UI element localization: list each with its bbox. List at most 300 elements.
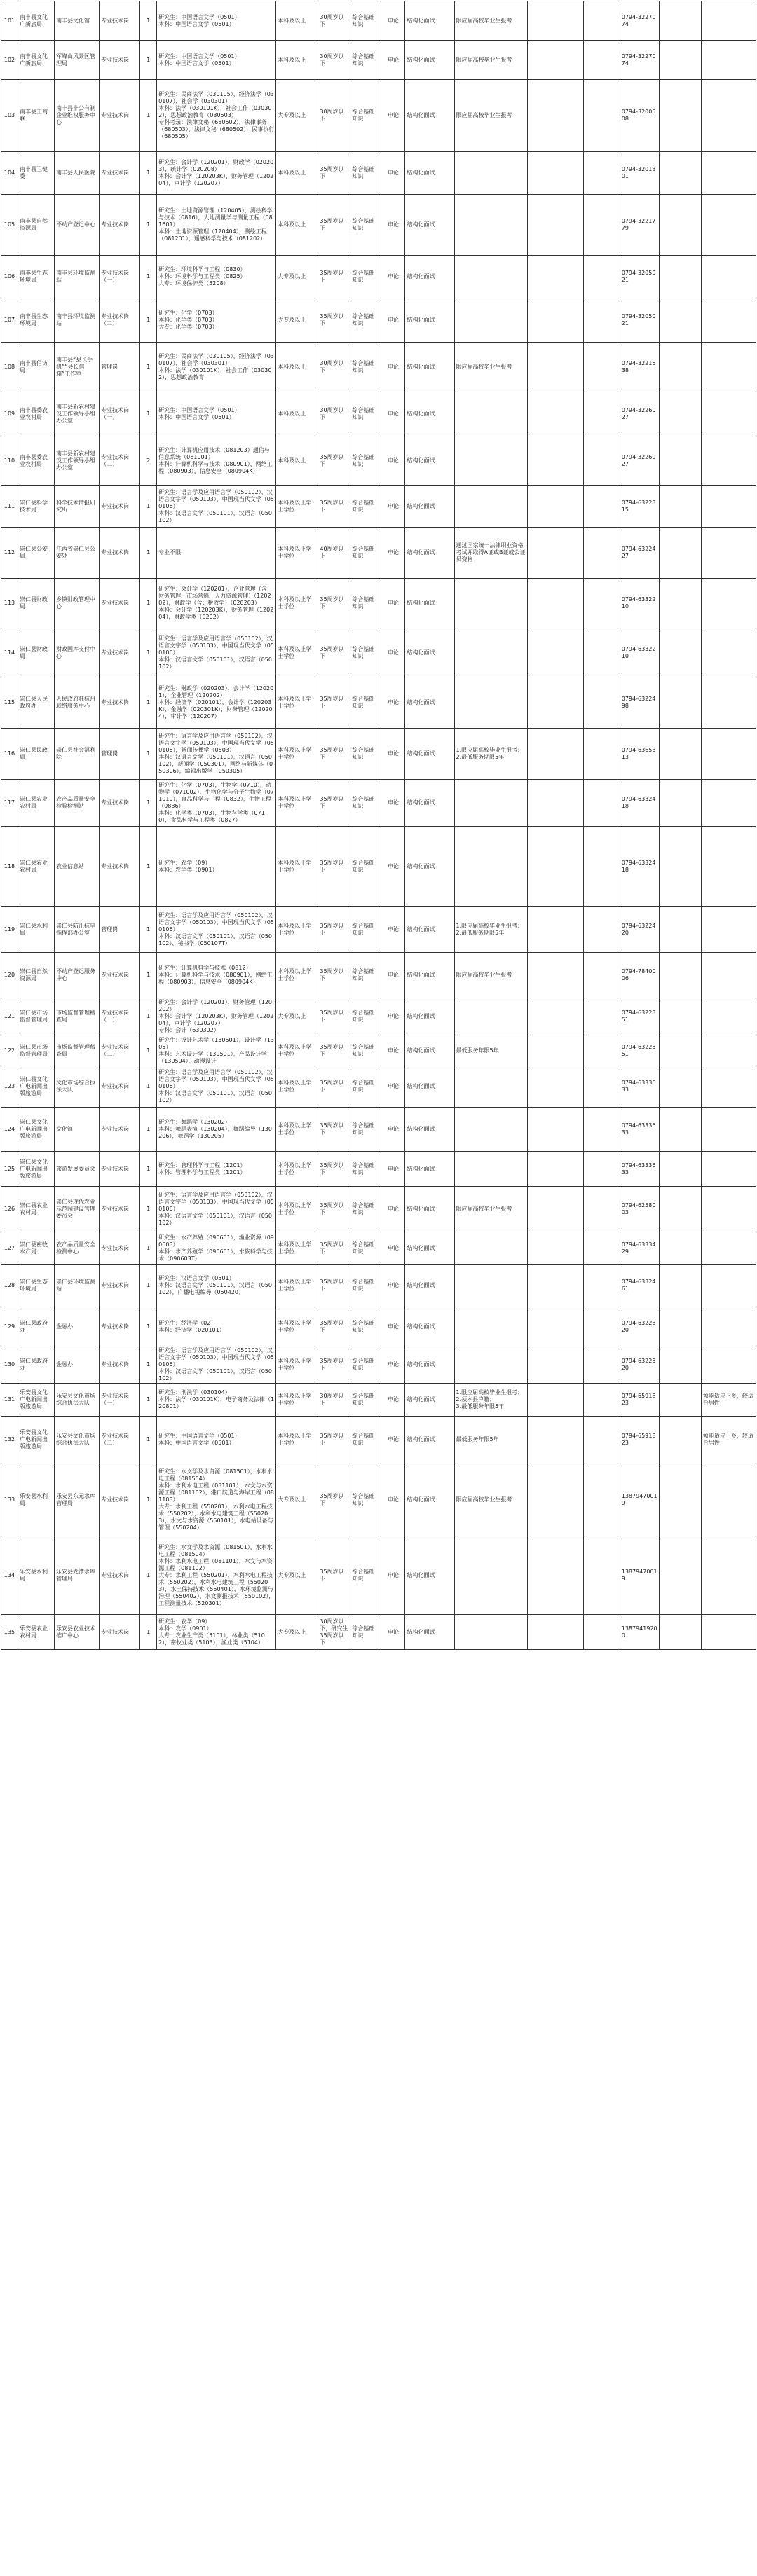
cell-conditions	[454, 1232, 527, 1265]
table-row	[1, 152, 756, 195]
cell-blank	[659, 1463, 701, 1536]
cell-interview: 结构化面试	[405, 1346, 454, 1384]
cell-num: 1	[140, 998, 157, 1035]
cell-type: 申论	[381, 256, 405, 298]
cell-num: 1	[140, 1346, 157, 1384]
cell-blank	[583, 780, 620, 827]
cell-exam: 综合基础知识	[350, 579, 381, 628]
cell-interview: 结构化面试	[405, 1066, 454, 1108]
cell-unit: 军峰山风景区管理局	[55, 41, 100, 80]
cell-num: 1	[140, 729, 157, 780]
table-row	[1, 392, 756, 436]
cell-exam: 综合基础知识	[350, 528, 381, 579]
cell-type: 申论	[381, 1108, 405, 1152]
cell-note	[701, 1108, 756, 1152]
cell-age: 35周岁以下	[318, 780, 350, 827]
cell-edu: 本科及以上	[276, 195, 318, 256]
cell-type: 申论	[381, 729, 405, 780]
cell-edu: 大专及以上	[276, 1536, 318, 1615]
cell-blank	[527, 195, 583, 256]
cell-phone: 0794-7840006	[620, 953, 659, 998]
recruitment-table	[1, 1, 756, 1650]
cell-num: 1	[140, 1417, 157, 1463]
cell-type: 申论	[381, 195, 405, 256]
cell-age: 30周岁以下	[318, 80, 350, 152]
cell-blank	[659, 827, 701, 907]
cell-interview: 结构化面试	[405, 1035, 454, 1066]
cell-note	[701, 1, 756, 41]
cell-no: 109	[1, 392, 18, 436]
cell-no: 111	[1, 486, 18, 528]
cell-major: 研究生：农学（09） 本科：农学类（0901）	[157, 827, 276, 907]
cell-edu: 本科及以上学士学位	[276, 1384, 318, 1417]
cell-edu: 本科及以上学士学位	[276, 1066, 318, 1108]
cell-county: 崇仁县人民政府办	[18, 677, 55, 729]
cell-edu: 本科及以上学士学位	[276, 780, 318, 827]
cell-num: 1	[140, 486, 157, 528]
cell-blank	[583, 436, 620, 486]
cell-county: 崇仁县财政局	[18, 579, 55, 628]
cell-num: 1	[140, 780, 157, 827]
cell-age: 35周岁以下	[318, 907, 350, 953]
table-row	[1, 486, 756, 528]
cell-age: 35周岁以下	[318, 1035, 350, 1066]
cell-note	[701, 436, 756, 486]
cell-age: 35周岁以下	[318, 1463, 350, 1536]
cell-note	[701, 780, 756, 827]
cell-post: 专业技术岗（二）	[100, 436, 140, 486]
cell-exam: 综合基础知识	[350, 298, 381, 343]
cell-exam: 综合基础知识	[350, 953, 381, 998]
cell-post: 专业技术岗	[100, 677, 140, 729]
cell-county: 崇仁县文化广电新闻出版旅游局	[18, 1152, 55, 1187]
cell-type: 申论	[381, 1232, 405, 1265]
cell-blank	[527, 729, 583, 780]
cell-edu: 大专及以上	[276, 998, 318, 1035]
cell-unit: 江西省崇仁县公安处	[55, 528, 100, 579]
table-row	[1, 1384, 756, 1417]
cell-no: 101	[1, 1, 18, 41]
cell-phone: 0794-3227074	[620, 1, 659, 41]
cell-unit: 乐安县农业技术推广中心	[55, 1615, 100, 1650]
cell-county: 崇仁县市场监督管理局	[18, 998, 55, 1035]
cell-county: 乐安县文化广电新闻出版旅游局	[18, 1384, 55, 1417]
cell-blank	[659, 953, 701, 998]
cell-phone: 0794-6332210	[620, 628, 659, 677]
cell-unit: 农业信息站	[55, 827, 100, 907]
cell-edu: 本科及以上	[276, 436, 318, 486]
cell-exam: 综合基础知识	[350, 1536, 381, 1615]
table-row	[1, 628, 756, 677]
cell-type: 申论	[381, 1035, 405, 1066]
cell-phone: 13879470019	[620, 1536, 659, 1615]
cell-blank	[583, 729, 620, 780]
cell-phone: 0794-6258003	[620, 1187, 659, 1232]
cell-blank	[583, 827, 620, 907]
cell-blank	[527, 579, 583, 628]
cell-unit: 南丰县文化馆	[55, 1, 100, 41]
cell-exam: 综合基础知识	[350, 1384, 381, 1417]
cell-major: 研究生：经济学（02） 本科：经济学（020101）	[157, 1307, 276, 1346]
cell-blank	[527, 1035, 583, 1066]
cell-no: 113	[1, 579, 18, 628]
cell-unit: 文化馆	[55, 1108, 100, 1152]
cell-note	[701, 907, 756, 953]
table-row	[1, 907, 756, 953]
cell-age: 30周岁以下	[318, 392, 350, 436]
cell-type: 申论	[381, 1384, 405, 1417]
cell-county: 崇仁县文化广电新闻出版旅游局	[18, 1066, 55, 1108]
cell-blank	[527, 1108, 583, 1152]
cell-conditions	[454, 780, 527, 827]
cell-phone: 0794-6333633	[620, 1066, 659, 1108]
cell-exam: 综合基础知识	[350, 1615, 381, 1650]
table-row	[1, 827, 756, 907]
cell-conditions	[454, 436, 527, 486]
cell-phone: 0794-3205021	[620, 256, 659, 298]
cell-unit: 崇仁县社会福利院	[55, 729, 100, 780]
cell-edu: 本科及以上学士学位	[276, 1035, 318, 1066]
cell-county: 南丰县委农业农村局	[18, 436, 55, 486]
cell-age: 35周岁以下	[318, 677, 350, 729]
cell-blank	[527, 1346, 583, 1384]
cell-type: 申论	[381, 780, 405, 827]
cell-no: 106	[1, 256, 18, 298]
cell-age: 30周岁以下	[318, 1384, 350, 1417]
cell-blank	[659, 1384, 701, 1417]
cell-blank	[583, 1035, 620, 1066]
cell-type: 申论	[381, 343, 405, 392]
cell-blank	[583, 195, 620, 256]
cell-exam: 综合基础知识	[350, 1035, 381, 1066]
cell-county: 南丰县委农业农村局	[18, 392, 55, 436]
cell-blank	[527, 41, 583, 80]
cell-county: 南丰县工商联	[18, 80, 55, 152]
cell-blank	[659, 1536, 701, 1615]
cell-blank	[659, 1187, 701, 1232]
cell-exam: 综合基础知识	[350, 1152, 381, 1187]
cell-phone: 0794-6332210	[620, 579, 659, 628]
cell-blank	[583, 1307, 620, 1346]
cell-blank	[659, 41, 701, 80]
cell-unit: 金融办	[55, 1307, 100, 1346]
cell-blank	[583, 1615, 620, 1650]
cell-no: 126	[1, 1187, 18, 1232]
cell-blank	[527, 486, 583, 528]
cell-major: 研究生：会计学（120201），财政学（020203），统计学（020208） 本科：会计学（120203K），财务管理（120204），审计学（120207）	[157, 152, 276, 195]
table-row	[1, 1152, 756, 1187]
cell-post: 专业技术岗	[100, 1346, 140, 1384]
cell-blank	[659, 436, 701, 486]
cell-phone: 0794-6332418	[620, 827, 659, 907]
cell-type: 申论	[381, 436, 405, 486]
table-row	[1, 1307, 756, 1346]
cell-major: 研究生：民商法学（030105），经济法学（030107），社会学（030301） 本科：法学（030101K），社会工作（030302），思想政治教育（030503） 专科考录：法律文秘（680502），法律事务（680503），法律文秘（680502），民事执行（680505）	[157, 80, 276, 152]
cell-no: 118	[1, 827, 18, 907]
cell-no: 112	[1, 528, 18, 579]
cell-post: 专业技术岗	[100, 1187, 140, 1232]
cell-no: 122	[1, 1035, 18, 1066]
cell-no: 121	[1, 998, 18, 1035]
cell-major: 研究生：设计艺术学（130501），设计学（1305） 本科：艺术设计学（130501），产品设计学（130504），动漫设计	[157, 1035, 276, 1066]
cell-type: 申论	[381, 298, 405, 343]
cell-edu: 大专及以上	[276, 1463, 318, 1536]
cell-conditions	[454, 392, 527, 436]
cell-unit: 崇仁县现代农业示范园建设管理委员会	[55, 1187, 100, 1232]
cell-num: 1	[140, 343, 157, 392]
cell-phone: 0794-3201301	[620, 152, 659, 195]
cell-note	[701, 1615, 756, 1650]
cell-note	[701, 1035, 756, 1066]
cell-county: 崇仁县政府办	[18, 1346, 55, 1384]
cell-no: 134	[1, 1536, 18, 1615]
cell-conditions	[454, 1265, 527, 1307]
cell-county: 乐安县文化广电新闻出版旅游局	[18, 1417, 55, 1463]
cell-major: 研究生：计算机科学与技术（0812） 本科：计算机科学与技术（080901），网络工程（080903），信息安全（080904K）	[157, 953, 276, 998]
cell-note	[701, 256, 756, 298]
cell-county: 崇仁县水利局	[18, 907, 55, 953]
cell-interview: 结构化面试	[405, 1384, 454, 1417]
cell-post: 专业技术岗	[100, 1066, 140, 1108]
cell-exam: 综合基础知识	[350, 1232, 381, 1265]
cell-num: 1	[140, 1307, 157, 1346]
cell-blank	[527, 1417, 583, 1463]
cell-blank	[527, 343, 583, 392]
cell-blank	[659, 80, 701, 152]
cell-num: 1	[140, 152, 157, 195]
cell-post: 专业技术岗	[100, 152, 140, 195]
cell-unit: 乐安县龙潭水库管理局	[55, 1536, 100, 1615]
cell-blank	[659, 579, 701, 628]
table-row	[1, 1232, 756, 1265]
cell-num: 1	[140, 953, 157, 998]
cell-note	[701, 953, 756, 998]
cell-edu: 本科及以上学士学位	[276, 729, 318, 780]
cell-conditions: 限应届高校毕业生报考	[454, 1, 527, 41]
cell-no: 103	[1, 80, 18, 152]
cell-type: 申论	[381, 528, 405, 579]
cell-blank	[527, 1, 583, 41]
cell-blank	[659, 343, 701, 392]
cell-county: 崇仁县农业农村局	[18, 780, 55, 827]
cell-note	[701, 729, 756, 780]
cell-post: 专业技术岗	[100, 1108, 140, 1152]
cell-county: 崇仁县农业农村局	[18, 827, 55, 907]
cell-age: 35周岁以下	[318, 1265, 350, 1307]
cell-type: 申论	[381, 953, 405, 998]
cell-unit: 南丰县人民医院	[55, 152, 100, 195]
cell-num: 1	[140, 80, 157, 152]
cell-phone: 0794-6322351	[620, 1035, 659, 1066]
cell-post: 专业技术岗	[100, 1536, 140, 1615]
cell-edu: 本科及以上学士学位	[276, 953, 318, 998]
cell-type: 申论	[381, 907, 405, 953]
cell-blank	[659, 1615, 701, 1650]
cell-major: 研究生：语言学及应用语言学（050102），汉语言文字学（050103），中国现当代文学（050106） 本科：汉语言文学（050101），汉语言（050102）	[157, 628, 276, 677]
table-row	[1, 780, 756, 827]
cell-age: 30周岁以下	[318, 343, 350, 392]
cell-edu: 本科及以上学士学位	[276, 1265, 318, 1307]
cell-unit: 不动产登记中心	[55, 195, 100, 256]
cell-post: 专业技术岗	[100, 1152, 140, 1187]
cell-age: 35周岁以下	[318, 1187, 350, 1232]
cell-type: 申论	[381, 1066, 405, 1108]
cell-conditions	[454, 1108, 527, 1152]
cell-major: 研究生：农学（09） 本科：农学（0901） 大专：农业生产类（5101），林业类（5102），畜牧业类（5103），渔业类（5104）	[157, 1615, 276, 1650]
cell-conditions: 最低服务年限5年	[454, 1417, 527, 1463]
cell-county: 崇仁县市场监督管理局	[18, 1035, 55, 1066]
cell-conditions: 限应届高校毕业生报考	[454, 1463, 527, 1536]
cell-note	[701, 677, 756, 729]
cell-conditions	[454, 1346, 527, 1384]
cell-edu: 本科及以上学士学位	[276, 486, 318, 528]
cell-phone: 0794-6322498	[620, 677, 659, 729]
cell-conditions	[454, 1536, 527, 1615]
cell-age: 35周岁以下	[318, 1307, 350, 1346]
cell-conditions	[454, 1066, 527, 1108]
cell-blank	[659, 256, 701, 298]
cell-county: 南丰县卫健委	[18, 152, 55, 195]
cell-type: 申论	[381, 677, 405, 729]
cell-post: 专业技术岗	[100, 1615, 140, 1650]
cell-exam: 综合基础知识	[350, 1066, 381, 1108]
cell-major: 研究生：财政学（020203），会计学（120201），企业管理（120202） 本科：经济学（020101），会计学（120203K），金融学（020301K），财务管理（120204），审计学（120207）	[157, 677, 276, 729]
cell-note	[701, 998, 756, 1035]
cell-county: 崇仁县生态环境局	[18, 1265, 55, 1307]
cell-phone: 0794-6322320	[620, 1346, 659, 1384]
cell-blank	[583, 1, 620, 41]
cell-major: 研究生：水产养殖（090601），渔业资源（090603） 本科：水产养殖学（090601），水族科学与技术（090603T）	[157, 1232, 276, 1265]
cell-exam: 综合基础知识	[350, 195, 381, 256]
cell-exam: 综合基础知识	[350, 780, 381, 827]
cell-age: 35周岁以下	[318, 436, 350, 486]
cell-age: 35周岁以下	[318, 298, 350, 343]
cell-blank	[527, 1384, 583, 1417]
cell-county: 崇仁县民政局	[18, 729, 55, 780]
cell-exam: 综合基础知识	[350, 256, 381, 298]
cell-conditions: 通过国家统一法律职业资格考试并取得A证或B证或公证员资格	[454, 528, 527, 579]
cell-no: 130	[1, 1346, 18, 1384]
cell-unit: 文化市场综合执法大队	[55, 1066, 100, 1108]
table-row	[1, 953, 756, 998]
cell-num: 1	[140, 1232, 157, 1265]
cell-edu: 本科及以上	[276, 1, 318, 41]
cell-blank	[583, 392, 620, 436]
cell-phone: 0794-6322315	[620, 486, 659, 528]
cell-interview: 结构化面试	[405, 1417, 454, 1463]
cell-exam: 综合基础知识	[350, 628, 381, 677]
cell-county: 南丰县文化广新旅局	[18, 1, 55, 41]
cell-note	[701, 1187, 756, 1232]
cell-major: 研究生：汉语言文学（0501） 本科：汉语言文学（050101），汉语言（050102），广播电视编导（050420）	[157, 1265, 276, 1307]
table-row	[1, 998, 756, 1035]
cell-exam: 综合基础知识	[350, 1346, 381, 1384]
cell-type: 申论	[381, 1307, 405, 1346]
cell-type: 申论	[381, 628, 405, 677]
cell-blank	[659, 1307, 701, 1346]
cell-exam: 综合基础知识	[350, 1417, 381, 1463]
table-row	[1, 1536, 756, 1615]
cell-exam: 综合基础知识	[350, 436, 381, 486]
cell-blank	[583, 486, 620, 528]
table-row	[1, 298, 756, 343]
cell-exam: 综合基础知识	[350, 827, 381, 907]
cell-major: 研究生：会计学（120201），财务管理（120202） 本科：会计学（120203K），财务管理（120204），审计学（120207） 专科：会计（630302）	[157, 998, 276, 1035]
cell-type: 申论	[381, 486, 405, 528]
cell-note	[701, 1463, 756, 1536]
cell-interview: 结构化面试	[405, 1232, 454, 1265]
cell-type: 申论	[381, 1463, 405, 1536]
cell-edu: 本科及以上学士学位	[276, 827, 318, 907]
cell-post: 专业技术岗	[100, 41, 140, 80]
cell-note	[701, 1232, 756, 1265]
cell-unit: 南丰县环境监测站	[55, 298, 100, 343]
cell-county: 南丰县生态环境局	[18, 256, 55, 298]
cell-note	[701, 1066, 756, 1108]
cell-blank	[583, 343, 620, 392]
cell-post: 专业技术岗（一）	[100, 998, 140, 1035]
cell-type: 申论	[381, 579, 405, 628]
cell-type: 申论	[381, 998, 405, 1035]
cell-major: 研究生：土地资源管理（120405），测绘科学与技术（0816），大地测量学与测量工程（081601） 本科：土地资源管理（120404），测绘工程（081201），遥感科学与技术（081202）	[157, 195, 276, 256]
cell-blank	[659, 152, 701, 195]
cell-post: 专业技术岗	[100, 1307, 140, 1346]
cell-phone: 0794-6332461	[620, 1265, 659, 1307]
cell-post: 专业技术岗（一）	[100, 256, 140, 298]
cell-no: 127	[1, 1232, 18, 1265]
cell-no: 119	[1, 907, 18, 953]
cell-interview: 结构化面试	[405, 907, 454, 953]
cell-age: 35周岁以下	[318, 1108, 350, 1152]
cell-major: 研究生：语言学及应用语言学（050102），汉语言文字学（050103），中国现当代文学（050106） 本科：汉语言文学（050101），汉语言（050102）	[157, 1187, 276, 1232]
cell-age: 35周岁以下	[318, 195, 350, 256]
cell-no: 105	[1, 195, 18, 256]
cell-blank	[527, 528, 583, 579]
cell-conditions: 1.限应届高校毕业生报考； 2.最低服务期限5年	[454, 729, 527, 780]
cell-major: 研究生：水文学及水资源（081501），水利水电工程（081504） 本科：水利水电工程（081101），水文与水资源工程（081102），港口航道与海岸工程（081103） 大专：水利工程（550201），水利水电工程技术（550202），水利水电建筑工程（550203），水文与水资源（550101），水电站设备与管理（550204）	[157, 1463, 276, 1536]
cell-exam: 综合基础知识	[350, 729, 381, 780]
cell-interview: 结构化面试	[405, 195, 454, 256]
cell-no: 124	[1, 1108, 18, 1152]
cell-type: 申论	[381, 1536, 405, 1615]
cell-exam: 综合基础知识	[350, 677, 381, 729]
cell-exam: 综合基础知识	[350, 1187, 381, 1232]
cell-blank	[659, 1232, 701, 1265]
table-row	[1, 1187, 756, 1232]
cell-post: 专业技术岗	[100, 579, 140, 628]
cell-major: 研究生：化学（0703），生物学（0710），动物学（071002），生物化学与分子生物学（071010），食品科学与工程（0832），生物工程（0836） 本科：化学类（0703），生物科学类（0710），食品科学与工程类（0827）	[157, 780, 276, 827]
cell-blank	[527, 1152, 583, 1187]
cell-num: 1	[140, 195, 157, 256]
cell-num: 1	[140, 827, 157, 907]
cell-post: 专业技术岗	[100, 80, 140, 152]
cell-note	[701, 827, 756, 907]
cell-blank	[659, 729, 701, 780]
cell-unit: 乐安县文化市场综合执法大队	[55, 1417, 100, 1463]
cell-blank	[659, 780, 701, 827]
cell-num: 1	[140, 1108, 157, 1152]
cell-conditions: 限应届高校毕业生报考	[454, 953, 527, 998]
cell-county: 南丰县信访局	[18, 343, 55, 392]
cell-blank	[583, 1346, 620, 1384]
cell-age: 35周岁以下	[318, 827, 350, 907]
cell-county: 南丰县生态环境局	[18, 298, 55, 343]
cell-edu: 大专及以上	[276, 1615, 318, 1650]
cell-phone: 0794-6333429	[620, 1232, 659, 1265]
cell-note	[701, 1346, 756, 1384]
cell-age: 35周岁以下	[318, 1417, 350, 1463]
cell-conditions	[454, 1615, 527, 1650]
